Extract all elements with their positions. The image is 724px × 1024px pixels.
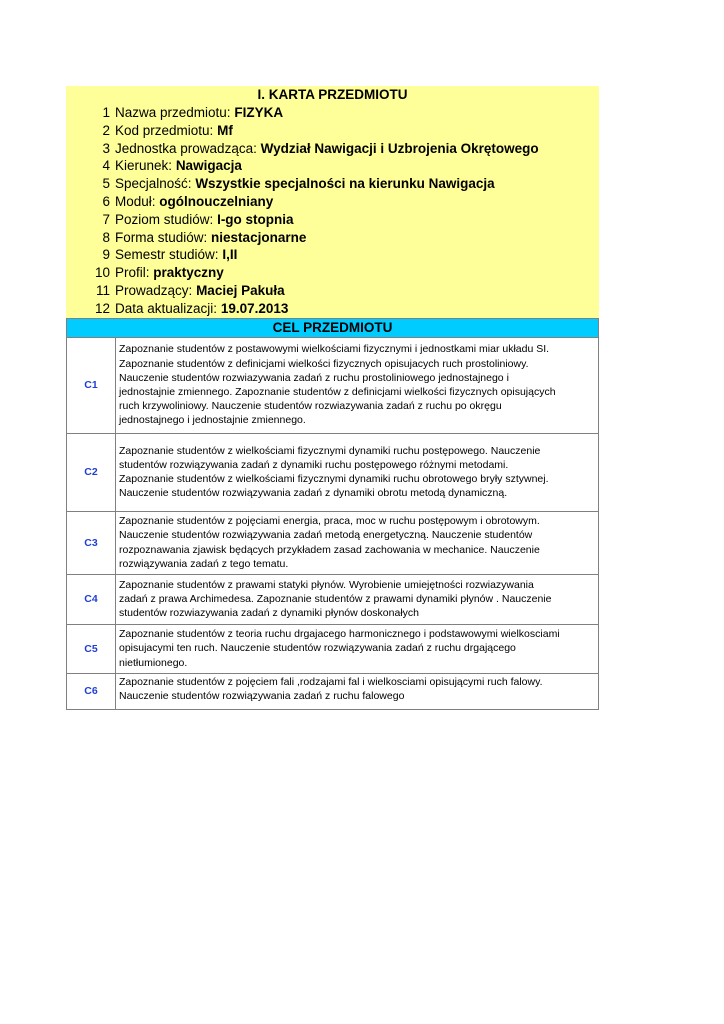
table-row — [67, 624, 599, 673]
row-number: 1 — [102, 105, 110, 120]
info-row — [66, 122, 599, 140]
row-label: Nazwa przedmiotu: — [115, 105, 231, 120]
goal-line: Zapoznanie studentów z pojęciem fali ,rodzajami fal i wielkosciami opisującymi ruch falowy. — [119, 675, 543, 688]
row-value: I-go stopnia — [217, 211, 294, 227]
row-number: 7 — [102, 211, 110, 227]
goal-line: Zapoznanie studentów z definicjami wielkości fizycznych opisujacych ruch prostoliniowy. — [119, 357, 529, 370]
goal-line: studentów rozwiazywania zadań z dynamiki płynów doskonałych — [119, 607, 419, 620]
row-label: Kierunek: — [115, 158, 173, 174]
goal-line: Zapoznanie studentów z teoria ruchu drgajacego harmonicznego i podstawowymi wielkosciami — [119, 628, 560, 641]
row-value: Mf — [217, 122, 233, 138]
table-row — [67, 433, 599, 511]
row-number: 5 — [102, 176, 110, 192]
info-row — [66, 157, 599, 175]
goal-line: Zapoznanie studentów z prawami statyki płynów. Wyrobienie umiejętności rozwiazywania — [119, 578, 534, 591]
row-label: Poziom studiów: — [115, 211, 214, 227]
info-row — [66, 282, 599, 300]
info-row — [66, 211, 599, 229]
row-value: niestacjonarne — [211, 229, 307, 245]
row-label: Jednostka prowadząca: — [115, 140, 257, 156]
goal-description — [116, 673, 599, 709]
goal-description — [116, 574, 599, 624]
row-label: Moduł: — [115, 193, 156, 209]
goal-code: C4 — [67, 574, 116, 624]
info-row — [66, 175, 599, 193]
goal-line: nietłumionego. — [119, 656, 188, 669]
goal-code: C2 — [67, 433, 116, 511]
row-value: FIZYKA — [234, 105, 284, 120]
goal-line: Zapoznanie studentów z wielkościami fizycznymi dynamiki ruchu postępowego. Nauczenie — [119, 444, 541, 457]
info-row — [66, 264, 599, 282]
info-row — [66, 193, 599, 211]
row-value: ogólnouczelniany — [159, 193, 274, 209]
info-row — [66, 229, 599, 247]
goal-line: Nauczenie studentów rozwiązywania zadań z dynamiki obrotu metodą dynamiczną. — [119, 487, 508, 500]
row-number: 6 — [102, 193, 110, 209]
info-row — [66, 140, 599, 158]
row-value: I,II — [222, 247, 238, 263]
goal-description — [116, 337, 599, 433]
row-number: 3 — [102, 140, 110, 156]
goal-code: C6 — [67, 673, 116, 709]
table-row — [67, 337, 599, 433]
goal-code: C3 — [67, 511, 116, 574]
goals-section-header: CEL PRZEDMIOTU — [66, 318, 599, 337]
row-value: Wszystkie specjalności na kierunku Nawigacja — [195, 176, 495, 192]
row-label: Specjalność: — [115, 176, 192, 192]
goal-line: Zapoznanie studentów z pojęciami energia, praca, moc w ruchu postępowym i obrotowym. — [119, 515, 540, 528]
row-value: Nawigacja — [175, 158, 242, 174]
goal-line: opisujacymi ten ruch. Nauczenie studentów rozwiązywania zadań z ruchu drgającego — [119, 642, 516, 655]
goal-description — [116, 624, 599, 673]
goals-table — [66, 337, 599, 710]
row-number: 8 — [102, 229, 110, 245]
goal-line: Nauczenie studentów rozwiazywania zadań z ruchu prostoliniowego jednostajnego i — [119, 371, 509, 384]
goal-line: Nauczenie studentów rozwiązywania zadań metodą energetyczną. Nauczenie studentów — [119, 529, 533, 542]
info-row — [66, 246, 599, 264]
card-header-section — [66, 86, 599, 318]
table-row — [67, 574, 599, 624]
goal-line: Nauczenie studentów rozwiązywania zadań z ruchu falowego — [119, 689, 405, 702]
goal-line: studentów rozwiązywania zadań z dynamiki ruchu postępowego różnymi metodami. — [119, 458, 509, 471]
row-value: 19.07.2013 — [220, 300, 289, 316]
row-value: praktyczny — [153, 265, 224, 281]
info-row — [66, 104, 599, 122]
row-label: Semestr studiów: — [115, 247, 219, 263]
goal-line: jednostajnie zmiennego. Zapoznanie studentów z definicjami wielkości fizycznych opisujących — [119, 386, 556, 399]
goal-line: ruch krzywoliniowy. Nauczenie studentów rozwiazywania zadań z ruchu po okręgu — [119, 400, 502, 413]
row-number: 10 — [94, 265, 110, 281]
row-number: 11 — [95, 282, 110, 298]
row-label: Data aktualizacji: — [115, 300, 218, 316]
row-label: Kod przedmiotu: — [115, 122, 214, 138]
goal-code: C5 — [67, 624, 116, 673]
row-value: Wydział Nawigacji i Uzbrojenia Okrętowego — [260, 140, 539, 156]
row-value: Maciej Pakuła — [196, 282, 285, 298]
goal-line: jednostajnego i jednostajnie zmiennego. — [119, 414, 306, 427]
goal-line: Zapoznanie studentów z wielkościami fizycznymi dynamiki ruchu obrotowego bryły sztywnej. — [119, 473, 549, 486]
card-title: I. KARTA PRZEDMIOTU — [257, 87, 408, 102]
goal-line: Zapoznanie studentów z postawowymi wielkościami fizycznymi i jednostkami miar układu SI. — [119, 343, 550, 356]
table-row — [67, 673, 599, 709]
row-label: Profil: — [115, 265, 150, 281]
row-number: 9 — [102, 247, 110, 263]
goal-line: rozwiązywania zadań z tego tematu. — [119, 557, 289, 570]
row-label: Forma studiów: — [115, 229, 208, 245]
goal-line: rozpoznawania zjawisk będących przykładem zasad zachowania w mechanice. Nauczenie — [119, 543, 540, 556]
goal-code: C1 — [67, 337, 116, 433]
info-row — [66, 300, 599, 318]
row-number: 2 — [102, 122, 110, 138]
course-card — [66, 86, 599, 710]
table-row — [67, 511, 599, 574]
goal-description — [116, 433, 599, 511]
row-label: Prowadzący: — [115, 282, 193, 298]
row-number: 12 — [94, 300, 110, 316]
row-number: 4 — [102, 158, 110, 174]
goal-description — [116, 511, 599, 574]
goal-line: zadań z prawa Archimedesa. Zapoznanie studentów z prawami dynamiki płynów . Nauczenie — [119, 592, 552, 605]
